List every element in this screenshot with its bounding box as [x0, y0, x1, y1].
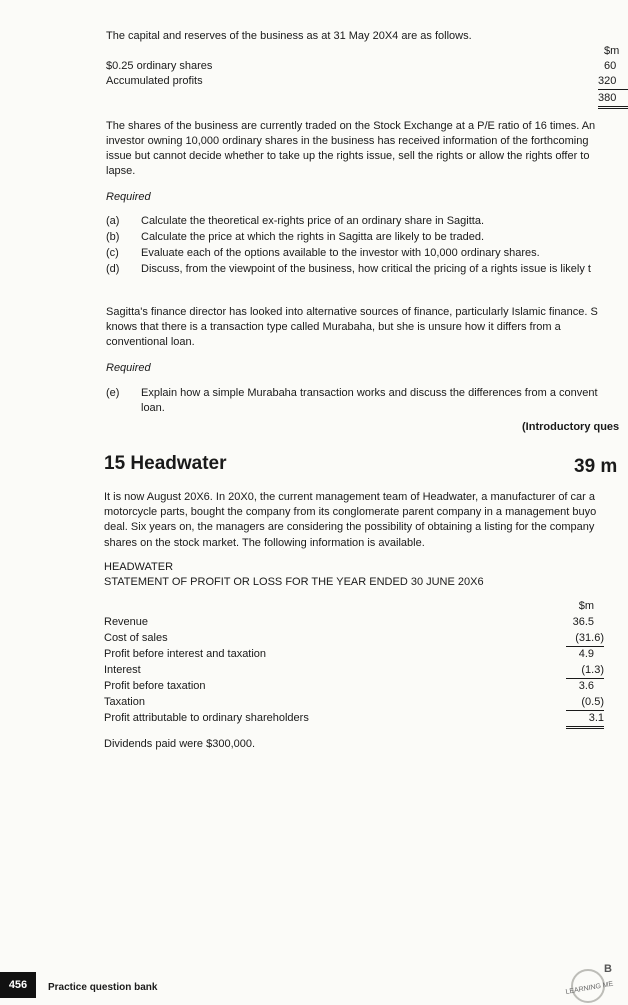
- para-line: It is now August 20X6. In 20X0, the current management team of Headwater, a manufacturer of car a: [104, 491, 595, 503]
- table-row-value: 320: [598, 74, 628, 90]
- statement-heading: STATEMENT OF PROFIT OR LOSS FOR THE YEAR ENDED 30 JUNE 20X6: [104, 576, 484, 588]
- para-line: issue but cannot decide whether to take up the rights issue, sell the rights or allow the rights offer to: [106, 150, 590, 162]
- para-line: lapse.: [106, 165, 136, 177]
- table-total-value: 380: [598, 91, 628, 109]
- para-line: deal. Six years on, the managers are considering the possibility of obtaining a listing for the company: [104, 521, 595, 533]
- table-row-label: Taxation: [104, 696, 145, 708]
- table-row-label: Interest: [104, 664, 141, 676]
- footer-section-title: Practice question bank: [48, 982, 158, 993]
- part-letter: (b): [106, 231, 120, 243]
- para-line: The shares of the business are currently traded on the Stock Exchange at a P/E ratio of 16 times. An: [106, 120, 596, 132]
- part-text: Explain how a simple Murabaha transaction works and discuss the differences from a convent: [141, 387, 598, 399]
- company-heading: HEADWATER: [104, 561, 174, 573]
- logo-mark-icon: [566, 960, 626, 1000]
- table-total-value: 3.1: [566, 711, 604, 729]
- part-letter: (e): [106, 387, 120, 399]
- question-source-tag: (Introductory ques: [522, 421, 620, 433]
- logo-big-letter: B: [604, 963, 612, 975]
- publisher-logo: [566, 960, 626, 1000]
- capital-intro: The capital and reserves of the business as at 31 May 20X4 are as follows.: [106, 30, 472, 42]
- table-row-value: (0.5): [566, 695, 604, 711]
- question-title: 15 Headwater: [104, 453, 227, 474]
- table-row-value: (1.3): [566, 663, 604, 679]
- para-line: Sagitta's finance director has looked into alternative sources of finance, particularly Islamic finance. S: [106, 306, 598, 318]
- required-label: Required: [106, 191, 151, 203]
- para-line: motorcycle parts, bought the company from its conglomerate parent company in a management buyo: [104, 506, 597, 518]
- part-text: Calculate the theoretical ex-rights price of an ordinary share in Sagitta.: [141, 215, 485, 227]
- table-row-value: 3.6: [578, 680, 594, 692]
- para-line: investor owning 10,000 ordinary shares in the business has received information of the forthcoming: [106, 135, 589, 147]
- part-text: Evaluate each of the options available to the investor with 10,000 ordinary shares.: [141, 247, 540, 259]
- table-row-label: Profit before taxation: [104, 680, 206, 692]
- table-row-label: $0.25 ordinary shares: [106, 60, 213, 72]
- para-line: conventional loan.: [106, 336, 195, 348]
- part-text: Calculate the price at which the rights in Sagitta are likely to be traded.: [141, 231, 485, 243]
- table-row-label: Accumulated profits: [106, 75, 203, 87]
- required-label-2: Required: [106, 362, 151, 374]
- part-letter: (c): [106, 247, 119, 259]
- logo-wordmark: LEARNING ME: [565, 980, 614, 996]
- page-number: 456: [0, 972, 36, 998]
- part-letter: (a): [106, 215, 120, 227]
- part-text: Discuss, from the viewpoint of the business, how critical the pricing of a rights issue is likely t: [141, 263, 591, 275]
- col-header-m: $m: [604, 45, 620, 57]
- part-letter: (d): [106, 263, 120, 275]
- table-row-value: 60: [604, 60, 617, 72]
- table-row-label: Revenue: [104, 616, 149, 628]
- dividends-note: Dividends paid were $300,000.: [104, 738, 256, 750]
- para-line: shares on the stock market. The following information is available.: [104, 537, 425, 549]
- table-row-label: Cost of sales: [104, 632, 168, 644]
- table-row-value: (31.6): [566, 631, 604, 647]
- col-header-m: $m: [578, 600, 594, 612]
- part-text: loan.: [141, 402, 165, 414]
- table-row-label: Profit before interest and taxation: [104, 648, 267, 660]
- para-line: knows that there is a transaction type called Murabaha, but she is unsure how it differs from a: [106, 321, 561, 333]
- question-marks: 39 m: [574, 456, 618, 477]
- table-row-value: 4.9: [578, 648, 594, 660]
- table-row-label: Profit attributable to ordinary shareholders: [104, 712, 309, 724]
- table-row-value: 36.5: [572, 616, 594, 628]
